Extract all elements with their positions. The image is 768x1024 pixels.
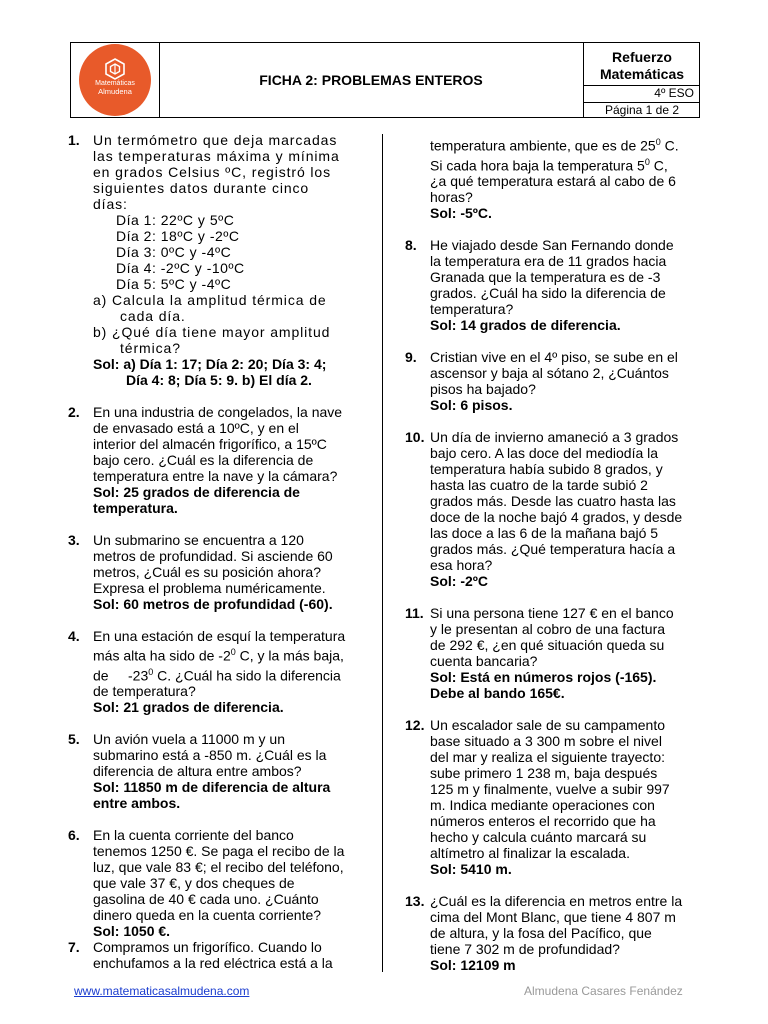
solution: Día 4: 8; Día 5: 9. b) El día 2. [126,372,312,388]
solution: Sol: 5410 m. [430,861,512,878]
right-column [405,134,696,973]
problem-number: 1. [68,132,80,148]
problem-number: 9. [405,349,417,366]
column-divider [382,134,383,972]
solution: Sol: 14 grados de diferencia. [430,317,621,334]
solution: Sol: 11850 m de diferencia de altura [93,779,331,796]
problem-3: 3. Un submarino se encuentra a 120 metros de profundidad. Si asciende 60 metros, ¿Cuál es su posición ahora? Expresa el problema numéricamente. Sol: 60 metros de profundidad (-60). [68,532,360,612]
logo-text-line2: Almudena [98,87,132,96]
day-row: Día 2: 18ºC y -2ºC [116,228,240,244]
problem-number: 2. [68,404,80,420]
problem-number: 13. [405,893,425,910]
problem-7-continued: temperatura ambiente, que es de $25^0$ C. Si cada hora baja la temperatura $5^0$ C, ¿a qué temperatura estará al cabo de 6 horas? Sol: -5ºC. [405,134,696,221]
solution: Sol: -5ºC. [430,205,492,222]
solution: Sol: -2ºC [430,573,489,590]
problem-11: 11. Si una persona tiene 127 € en el banco y le presentan al cobro de una factura de 292 €, ¿en qué situación queda su cuenta bancaria? Sol: Está en números rojos (-165). Debe al bando 165€. [405,605,696,701]
question-b: b) ¿Qué día tiene mayor amplitud [93,324,331,340]
problem-4: 4. En una estación de esquí la temperatura más alta ha sido de $-2^0$ C, y la más baja, de $-23^0$ C. ¿Cuál ha sido la diferencia de temperatura? Sol: 21 grados de diferencia. [68,628,360,715]
day-row: Día 4: -2ºC y -10ºC [116,260,245,276]
day-row: Día 5: 5ºC y -4ºC [116,276,232,292]
problem-number: 3. [68,532,80,548]
problem-12: 12. Un escalador sale de su campamento base situado a 3 300 m sobre el nivel del mar y realiza el siguiente trayecto: sube primero 1 238 m, baja después 125 m y finalmente, vuelve a subir 997 m. Indica mediante operaciones con números enteros el recorrido que ha hecho y calcula cuánto marcará su altímetro al finalizar la escalada. Sol: 5410 m. [405,717,696,877]
subject-info [583,43,700,117]
problem-7: 7. Compramos un frigorífico. Cuando lo enchufamos a la red eléctrica está a la [68,939,333,972]
author-name: Almudena Casares Fenández [524,984,683,998]
solution: Sol: Está en números rojos (-165). [430,669,657,686]
solution: Sol: 60 metros de profundidad (-60). [93,596,333,612]
hexagon-logo-icon [104,58,126,80]
website-link[interactable]: www.matematicasalmudena.com [74,984,250,998]
problem-number: 6. [68,827,80,844]
solution: Sol: 25 grados de diferencia de [93,484,300,500]
problem-9: 9. Cristian vive en el 4º piso, se sube en el ascensor y baja al sótano 2, ¿Cuántos pisos ha bajado? Sol: 6 pisos. [405,349,696,413]
solution: temperatura. [93,500,178,516]
worksheet-header [70,42,700,118]
question-a: a) Calcula la amplitud térmica de [93,292,327,308]
problem-8: 8. He viajado desde San Fernando donde la temperatura era de 11 grados hacia Granada que la temperatura es de -3 grados. ¿Cuál ha sido la diferencia de temperatura? Sol: 14 grados de diferencia. [405,237,696,333]
solution: Debe al bando 165€. [430,685,565,702]
problem-1: 1. Un termómetro que deja marcadas las temperaturas máxima y mínima en grados Celsius ºC, registró los siguientes datos durante cinco días: Día 1: 22ºC y 5ºC Día 2: 18ºC y -2ºC Día 3: 0ºC y -4ºC Día 4: -2ºC y -10ºC Día 5: 5ºC y -4ºC a) Calcula la amplitud térmica de cada día. b) ¿Qué día tiene mayor amplitud térmica? Sol: a) Día 1: 17; Día 2: 20; Día 3: 4; Día 4: 8; Día 5: 9. b) El día 2. [68,132,360,388]
problem-5: 5. Un avión vuela a 11000 m y un submarino está a -850 m. ¿Cuál es la diferencia de altura entre ambos? Sol: 11850 m de diferencia de altura entre ambos. [68,731,360,811]
page-indicator: Página 1 de 2 [584,102,700,118]
left-column [68,132,360,971]
problem-number: 11. [405,605,424,622]
solution: Sol: 1050 €. [93,923,171,940]
problem-number: 5. [68,731,80,748]
solution: entre ambos. [93,795,181,812]
subject-title: Refuerzo Matemáticas [599,49,685,82]
problem-10: 10. Un día de invierno amaneció a 3 grados bajo cero. A las doce del mediodía la temperatura había subido 8 grados, y hasta las cuatro de la tarde subió 2 grados más. Desde las cuatro hasta las doce de la noche bajó 4 grados, y desde las doce a las 6 de la mañana bajó 5 grados más. ¿Qué temperatura hacía a esa hora? Sol: -2ºC [405,429,696,589]
problem-number: 8. [405,237,417,254]
problem-13: 13. ¿Cuál es la diferencia en metros entre la cima del Mont Blanc, que tiene 4 807 m de altura, y la fosa del Pacífico, que tiene 7 302 m de profundidad? Sol: 12109 m [405,893,696,973]
day-row: Día 3: 0ºC y -4ºC [116,244,232,260]
problem-number: 7. [68,939,80,956]
solution: Sol: 6 pisos. [430,397,513,414]
logo-cell [71,43,160,117]
logo-text-line1: Matemáticas [95,80,135,87]
problem-number: 12. [405,717,425,734]
solution: Sol: a) Día 1: 17; Día 2: 20; Día 3: 4; [93,356,327,372]
site-logo [79,44,151,116]
course-level: 4º ESO [584,85,700,102]
problem-6: 6. En la cuenta corriente del banco tenemos 1250 €. Se paga el recibo de la luz, que vale 83 €; el recibo del teléfono, que vale 37 €, y dos cheques de gasolina de 40 € cada uno. ¿Cuánto dinero queda en la cuenta corriente? Sol: 1050 €. [68,827,360,939]
solution: Sol: 21 grados de diferencia. [93,699,284,716]
worksheet-title: FICHA 2: PROBLEMAS ENTEROS [259,72,483,88]
problem-number: 4. [68,628,80,644]
solution: Sol: 12109 m [430,957,516,974]
day-row: Día 1: 22ºC y 5ºC [116,212,235,228]
problem-2: 2. En una industria de congelados, la nave de envasado está a 10ºC, y en el interior del almacén frigorífico, a 15ºC bajo cero. ¿Cuál es la diferencia de temperatura entre la nave y la cámara? Sol: 25 grados de diferencia de temperatura. [68,404,360,516]
problem-number: 10. [405,429,425,446]
